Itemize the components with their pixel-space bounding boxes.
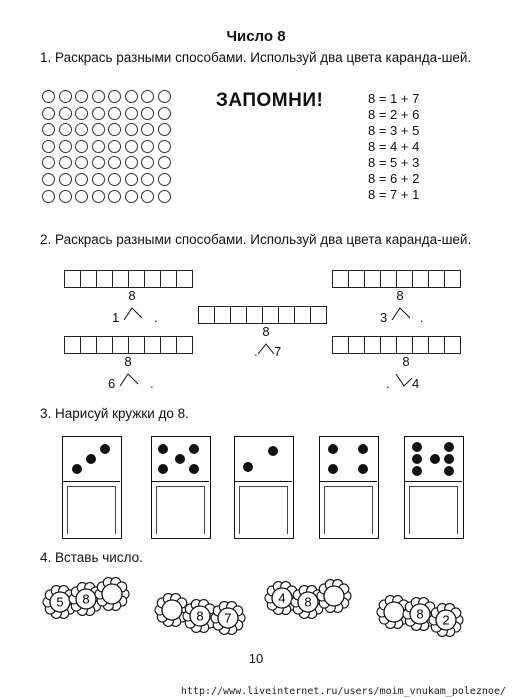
strip-cell[interactable] (444, 336, 461, 354)
strip-cell[interactable] (160, 270, 177, 288)
color-circle[interactable] (42, 107, 55, 120)
bond-left-part[interactable]: . (254, 344, 258, 359)
number-bond (108, 356, 178, 396)
strip-cell[interactable] (364, 270, 381, 288)
color-circle[interactable] (42, 173, 55, 186)
color-circle[interactable] (75, 107, 88, 120)
strip-cell[interactable] (112, 270, 129, 288)
domino[interactable] (404, 436, 464, 539)
domino-dot (72, 464, 82, 474)
number-bond (386, 356, 456, 396)
color-circle[interactable] (141, 107, 154, 120)
strip-cell[interactable] (80, 336, 97, 354)
domino-dot (430, 454, 440, 464)
color-circle[interactable] (92, 90, 105, 103)
bond-whole: 8 (402, 354, 410, 369)
page-title: Число 8 (226, 28, 286, 45)
domino-dot (158, 464, 168, 474)
domino-dot (358, 464, 368, 474)
number-bond (380, 290, 450, 330)
bond-left-part[interactable]: 3 (380, 310, 388, 325)
strip-cell[interactable] (144, 336, 161, 354)
flower[interactable] (155, 594, 189, 627)
strip-cell[interactable] (364, 336, 381, 354)
strip-cell[interactable] (160, 336, 177, 354)
color-circle[interactable] (92, 156, 105, 169)
domino-dot (358, 444, 368, 454)
domino-face (152, 437, 209, 479)
domino[interactable] (62, 436, 122, 539)
strip-cell[interactable] (64, 336, 81, 354)
color-circle[interactable] (108, 90, 121, 103)
bond-right-part[interactable]: . (150, 376, 154, 391)
color-circle[interactable] (125, 140, 138, 153)
equation: 8 = 7 + 1 (368, 187, 420, 202)
task-3-instruction: 3. Нарисуй кружки до 8. (40, 406, 189, 421)
domino[interactable] (234, 436, 294, 539)
domino-drawing-area[interactable] (63, 481, 120, 538)
color-circle[interactable] (75, 140, 88, 153)
domino-face (320, 437, 377, 479)
color-circle[interactable] (59, 90, 72, 103)
flower[interactable] (317, 580, 351, 613)
flower[interactable] (95, 578, 129, 611)
flower-center (384, 602, 404, 622)
domino-face (63, 437, 120, 479)
color-circle[interactable] (59, 140, 72, 153)
bond-right-part[interactable]: 4 (412, 376, 420, 391)
color-circle[interactable] (59, 156, 72, 169)
bond-right-part[interactable]: . (154, 310, 158, 325)
color-circle[interactable] (108, 140, 121, 153)
domino-dot (328, 464, 338, 474)
color-circle[interactable] (75, 90, 88, 103)
strip-cell[interactable] (96, 336, 113, 354)
color-circle[interactable] (125, 90, 138, 103)
color-circle[interactable] (125, 123, 138, 136)
color-circle[interactable] (75, 190, 88, 203)
color-circle[interactable] (158, 190, 171, 203)
domino[interactable] (151, 436, 211, 539)
flower-number: 8 (304, 594, 312, 610)
color-circle[interactable] (59, 107, 72, 120)
domino-drawing-area[interactable] (152, 481, 209, 538)
strip-cell[interactable] (80, 270, 97, 288)
strip-cell[interactable] (176, 270, 193, 288)
color-circle[interactable] (141, 173, 154, 186)
color-circle[interactable] (141, 90, 154, 103)
flower-number: 8 (416, 606, 424, 622)
strip-cell[interactable] (348, 336, 365, 354)
strip-cell[interactable] (428, 336, 445, 354)
strip-cell[interactable] (262, 306, 279, 324)
color-circle[interactable] (158, 156, 171, 169)
color-circle[interactable] (92, 140, 105, 153)
domino-dot (328, 444, 338, 454)
strip-cell[interactable] (310, 306, 327, 324)
color-circle[interactable] (108, 190, 121, 203)
color-circle[interactable] (158, 173, 171, 186)
domino-dot (243, 462, 253, 472)
bond-whole: 8 (128, 288, 136, 303)
equation: 8 = 1 + 7 (368, 91, 420, 106)
flower-number: 8 (196, 608, 204, 624)
flower-row (40, 572, 490, 649)
color-circle[interactable] (75, 123, 88, 136)
color-circle[interactable] (42, 90, 55, 103)
color-circle[interactable] (108, 123, 121, 136)
flower-number: 4 (278, 590, 286, 606)
cell-strip[interactable] (332, 336, 461, 354)
flower (429, 604, 463, 637)
equation: 8 = 3 + 5 (368, 123, 420, 138)
strip-cell[interactable] (128, 336, 145, 354)
flower-number: 2 (442, 612, 450, 628)
color-circle[interactable] (75, 173, 88, 186)
equation: 8 = 6 + 2 (368, 171, 420, 186)
domino-dot (189, 464, 199, 474)
domino-dot (412, 454, 422, 464)
color-circle[interactable] (141, 156, 154, 169)
strip-cell[interactable] (214, 306, 231, 324)
color-circle[interactable] (75, 156, 88, 169)
color-circle[interactable] (42, 156, 55, 169)
strip-cell[interactable] (412, 270, 429, 288)
flower-center (162, 600, 182, 620)
bond-left-part[interactable]: 6 (108, 376, 116, 391)
flower-number: 7 (224, 610, 232, 626)
domino-dot (444, 466, 454, 476)
color-circle[interactable] (59, 190, 72, 203)
task-1-instruction: 1. Раскрась разными способами. Используй два цвета каранда-шей. (40, 50, 472, 65)
color-circle[interactable] (92, 190, 105, 203)
color-circle[interactable] (125, 173, 138, 186)
bond-right-part[interactable]: 7 (274, 344, 282, 359)
cell-strip[interactable] (64, 270, 193, 288)
color-circle[interactable] (125, 156, 138, 169)
strip-cell[interactable] (396, 270, 413, 288)
color-circle[interactable] (141, 140, 154, 153)
domino-dot (86, 454, 96, 464)
domino-drawing-area[interactable] (235, 481, 292, 538)
color-circle[interactable] (92, 123, 105, 136)
color-circle[interactable] (59, 123, 72, 136)
domino-drawing-area[interactable] (320, 481, 377, 538)
page-number: 10 (248, 651, 264, 666)
color-circle[interactable] (158, 90, 171, 103)
strip-cell[interactable] (380, 336, 397, 354)
domino[interactable] (319, 436, 379, 539)
strip-cell[interactable] (230, 306, 247, 324)
domino-dot (444, 454, 454, 464)
color-circle[interactable] (92, 107, 105, 120)
bond-whole: 8 (262, 324, 270, 339)
strip-cell[interactable] (176, 336, 193, 354)
strip-cell[interactable] (444, 270, 461, 288)
color-circle[interactable] (42, 190, 55, 203)
bond-left-part[interactable]: 1 (112, 310, 120, 325)
strip-cell[interactable] (112, 336, 129, 354)
cell-strip[interactable] (198, 306, 327, 324)
color-circle[interactable] (158, 107, 171, 120)
color-circle[interactable] (141, 123, 154, 136)
domino-drawing-area[interactable] (405, 481, 462, 538)
strip-cell[interactable] (128, 270, 145, 288)
domino-dot (412, 466, 422, 476)
equation: 8 = 5 + 3 (368, 155, 420, 170)
strip-cell[interactable] (64, 270, 81, 288)
color-circle[interactable] (158, 123, 171, 136)
strip-cell[interactable] (332, 270, 349, 288)
strip-cell[interactable] (412, 336, 429, 354)
strip-cell[interactable] (332, 336, 349, 354)
color-circle[interactable] (59, 173, 72, 186)
source-url: http://www.liveinternet.ru/users/moim_vnukam_poleznoe/ (180, 686, 506, 697)
strip-cell[interactable] (348, 270, 365, 288)
equation: 8 = 4 + 4 (368, 139, 420, 154)
task-2-instruction: 2. Раскрась разными способами. Используй два цвета каранда-шей. (40, 232, 472, 247)
domino-face (405, 437, 462, 479)
strip-cell[interactable] (278, 306, 295, 324)
color-circle[interactable] (108, 173, 121, 186)
color-circle[interactable] (42, 123, 55, 136)
color-circle[interactable] (108, 156, 121, 169)
flower-chain-drawing (40, 572, 490, 644)
strip-cell[interactable] (396, 336, 413, 354)
strip-cell[interactable] (380, 270, 397, 288)
domino-dot (268, 446, 278, 456)
task-4-instruction: 4. Вставь число. (40, 550, 143, 565)
strip-cell[interactable] (96, 270, 113, 288)
color-circle[interactable] (141, 190, 154, 203)
circle-grid (42, 90, 174, 206)
bond-whole: 8 (124, 354, 132, 369)
flower-number: 8 (82, 591, 90, 607)
color-circle[interactable] (42, 140, 55, 153)
color-circle[interactable] (92, 173, 105, 186)
color-circle[interactable] (108, 107, 121, 120)
domino-dot (100, 444, 110, 454)
domino-dot (189, 444, 199, 454)
strip-cell[interactable] (198, 306, 215, 324)
number-bond (112, 290, 182, 330)
strip-cell[interactable] (246, 306, 263, 324)
strip-cell[interactable] (294, 306, 311, 324)
cell-strip[interactable] (64, 336, 193, 354)
flower (211, 602, 245, 635)
number-bond (254, 326, 324, 366)
flower-center (102, 584, 122, 604)
domino-dot (175, 454, 185, 464)
color-circle[interactable] (158, 140, 171, 153)
strip-cell[interactable] (144, 270, 161, 288)
domino-dot (158, 444, 168, 454)
bond-whole: 8 (396, 288, 404, 303)
domino-dot (412, 442, 422, 452)
flower-center (324, 586, 344, 606)
strip-cell[interactable] (428, 270, 445, 288)
remember-heading: ЗАПОМНИ! (216, 90, 324, 111)
color-circle[interactable] (125, 107, 138, 120)
color-circle[interactable] (125, 190, 138, 203)
bond-left-part[interactable]: . (386, 376, 390, 391)
cell-strip[interactable] (332, 270, 461, 288)
equation: 8 = 2 + 6 (368, 107, 420, 122)
flower-number: 5 (56, 594, 64, 610)
bond-right-part[interactable]: . (420, 310, 424, 325)
domino-face (235, 437, 292, 479)
domino-dot (444, 442, 454, 452)
